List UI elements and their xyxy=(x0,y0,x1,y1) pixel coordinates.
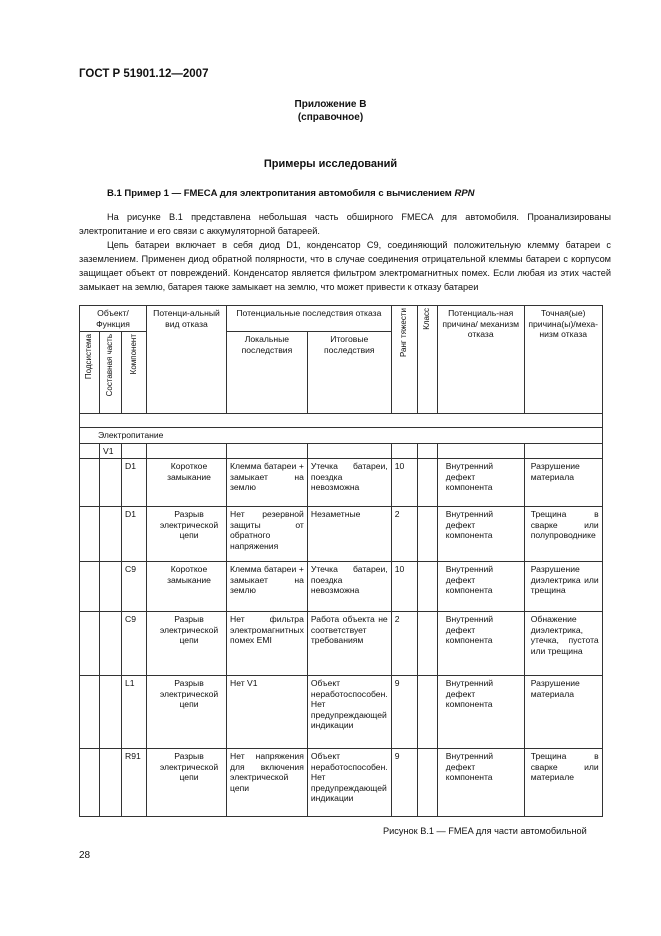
table-row xyxy=(80,612,603,676)
local-effect-cell: Нет напряжения для включения электрической цепи xyxy=(227,749,308,817)
failure-mode-cell: Разрыв электрической цепи xyxy=(147,676,227,749)
component-cell: D1 xyxy=(122,507,147,562)
table-row xyxy=(80,749,603,817)
component-cell: С9 xyxy=(122,612,147,676)
empty-cell xyxy=(100,507,122,562)
exact-cause-cell: Трещина в сварке или материале xyxy=(524,749,602,817)
example-heading: В.1 Пример 1 — FMECA для электропитания автомобиля с вычислением RPN xyxy=(107,188,475,199)
failure-mode-cell: Разрыв электрической цепи xyxy=(147,749,227,817)
severity-cell: 9 xyxy=(391,676,417,749)
fmea-table xyxy=(79,305,603,817)
class-cell xyxy=(417,612,437,676)
header-class: Класс xyxy=(417,306,437,414)
empty-cell xyxy=(100,676,122,749)
failure-mode-cell: Короткое замыкание xyxy=(147,562,227,612)
empty-cell xyxy=(80,459,100,507)
local-effect-cell: Нет резервной защиты от обратного напряжения xyxy=(227,507,308,562)
local-effect-cell: Клемма батареи + замыкает на землю xyxy=(227,459,308,507)
local-effect-cell: Нет фильтра электромагнитных помех EMI xyxy=(227,612,308,676)
table-row xyxy=(80,507,603,562)
failure-mode-cell: Короткое замыкание xyxy=(147,459,227,507)
appendix-title: Приложение В xyxy=(294,99,367,110)
section-title: Примеры исследований xyxy=(263,158,398,170)
cause-cell: Внутренний дефект компонента xyxy=(437,612,524,676)
empty-cell xyxy=(100,562,122,612)
exact-cause-cell: Трещина в сварке или полупроводнике xyxy=(524,507,602,562)
cause-cell: Внутренний дефект компонента xyxy=(437,562,524,612)
subgroup-cell: V1 xyxy=(100,443,122,459)
cause-cell: Внутренний дефект компонента xyxy=(437,676,524,749)
empty-cell xyxy=(100,749,122,817)
exact-cause-cell: Разрушение диэлектрика или трещина xyxy=(524,562,602,612)
header-end-effects: Итоговые последствия xyxy=(307,332,391,414)
component-cell: С9 xyxy=(122,562,147,612)
failure-mode-cell: Разрыв электрической цепи xyxy=(147,507,227,562)
failure-mode-cell: Разрыв электрической цепи xyxy=(147,612,227,676)
empty-cell xyxy=(80,612,100,676)
empty-cell xyxy=(80,749,100,817)
appendix-subtitle: (справочное) xyxy=(297,112,364,123)
empty-cell xyxy=(100,612,122,676)
severity-cell: 10 xyxy=(391,562,417,612)
header-object-function: Объект/Функция xyxy=(80,306,147,332)
exact-cause-cell: Обнажение диэлектрика, утечка, пустота или трещина xyxy=(524,612,602,676)
paragraph-2: Цепь батареи включает в себя диод D1, конденсатор С9, соединяющий положительную клемму батареи с заземлением. Применен диод обратной полярности, что в случае соединения отрицательной клеммы батареи с корпусом защищает объект от повреждений. Конденсатор является фильтром электромагнитных помех. Если любая из этих частей замыкает на землю, батарея также замыкает на землю, что может привести к отказу батареи xyxy=(79,240,611,292)
cause-cell: Внутренний дефект компонента xyxy=(437,459,524,507)
severity-cell: 2 xyxy=(391,507,417,562)
component-cell: L1 xyxy=(122,676,147,749)
spacer-row xyxy=(80,414,603,428)
header-component: Компонент xyxy=(122,332,147,414)
end-effect-cell: Утечка батареи, поездка невозможна xyxy=(307,459,391,507)
table-row xyxy=(80,459,603,507)
header-local-effects: Локальные последствия xyxy=(227,332,308,414)
empty-cell xyxy=(100,459,122,507)
exact-cause-cell: Разрушение материала xyxy=(524,459,602,507)
document-code: ГОСТ Р 51901.12—2007 xyxy=(79,68,209,80)
end-effect-cell: Объект неработоспособен. Нет предупреждающей индикации xyxy=(307,749,391,817)
exact-cause-cell: Разрушение материала xyxy=(524,676,602,749)
group-row: Электропитание xyxy=(80,428,603,444)
empty-cell xyxy=(80,562,100,612)
header-cause: Потенциаль-ная причина/ механизм отказа xyxy=(437,306,524,414)
class-cell xyxy=(417,562,437,612)
header-exact-cause: Точная(ые) причина(ы)/меха-низм отказа xyxy=(524,306,602,414)
class-cell xyxy=(417,459,437,507)
end-effect-cell: Работа объекта не соответствует требованиям xyxy=(307,612,391,676)
class-cell xyxy=(417,749,437,817)
component-cell: R91 xyxy=(122,749,147,817)
local-effect-cell: Нет V1 xyxy=(227,676,308,749)
table-row xyxy=(80,562,603,612)
figure-caption: Рисунок В.1 — FMEA для части автомобильной xyxy=(383,826,587,836)
end-effect-cell: Объект неработоспособен. Нет предупреждающей индикации xyxy=(307,676,391,749)
class-cell xyxy=(417,507,437,562)
end-effect-cell: Незаметные xyxy=(307,507,391,562)
severity-cell: 9 xyxy=(391,749,417,817)
table-row xyxy=(80,676,603,749)
end-effect-cell: Утечка батареи, поездка невозможна xyxy=(307,562,391,612)
page-number: 28 xyxy=(79,850,91,861)
class-cell xyxy=(417,676,437,749)
empty-cell xyxy=(80,507,100,562)
severity-cell: 2 xyxy=(391,612,417,676)
local-effect-cell: Клемма батареи + замыкает на землю xyxy=(227,562,308,612)
paragraph-1: На рисунке В.1 представлена небольшая часть обширного FMECA для автомобиля. Проанализированы электропитание и его связи с аккумуляторной батареей. xyxy=(79,212,611,236)
cause-cell: Внутренний дефект компонента xyxy=(437,507,524,562)
cause-cell: Внутренний дефект компонента xyxy=(437,749,524,817)
severity-cell: 10 xyxy=(391,459,417,507)
header-part: Составная часть xyxy=(100,332,122,414)
header-subsystem: Подсистема xyxy=(80,332,100,414)
empty-cell xyxy=(80,676,100,749)
header-failure-mode: Потенци-альный вид отказа xyxy=(147,306,227,414)
header-severity: Ранг тяжести xyxy=(391,306,417,414)
header-effects: Потенциальные последствия отказа xyxy=(227,306,392,332)
component-cell: D1 xyxy=(122,459,147,507)
